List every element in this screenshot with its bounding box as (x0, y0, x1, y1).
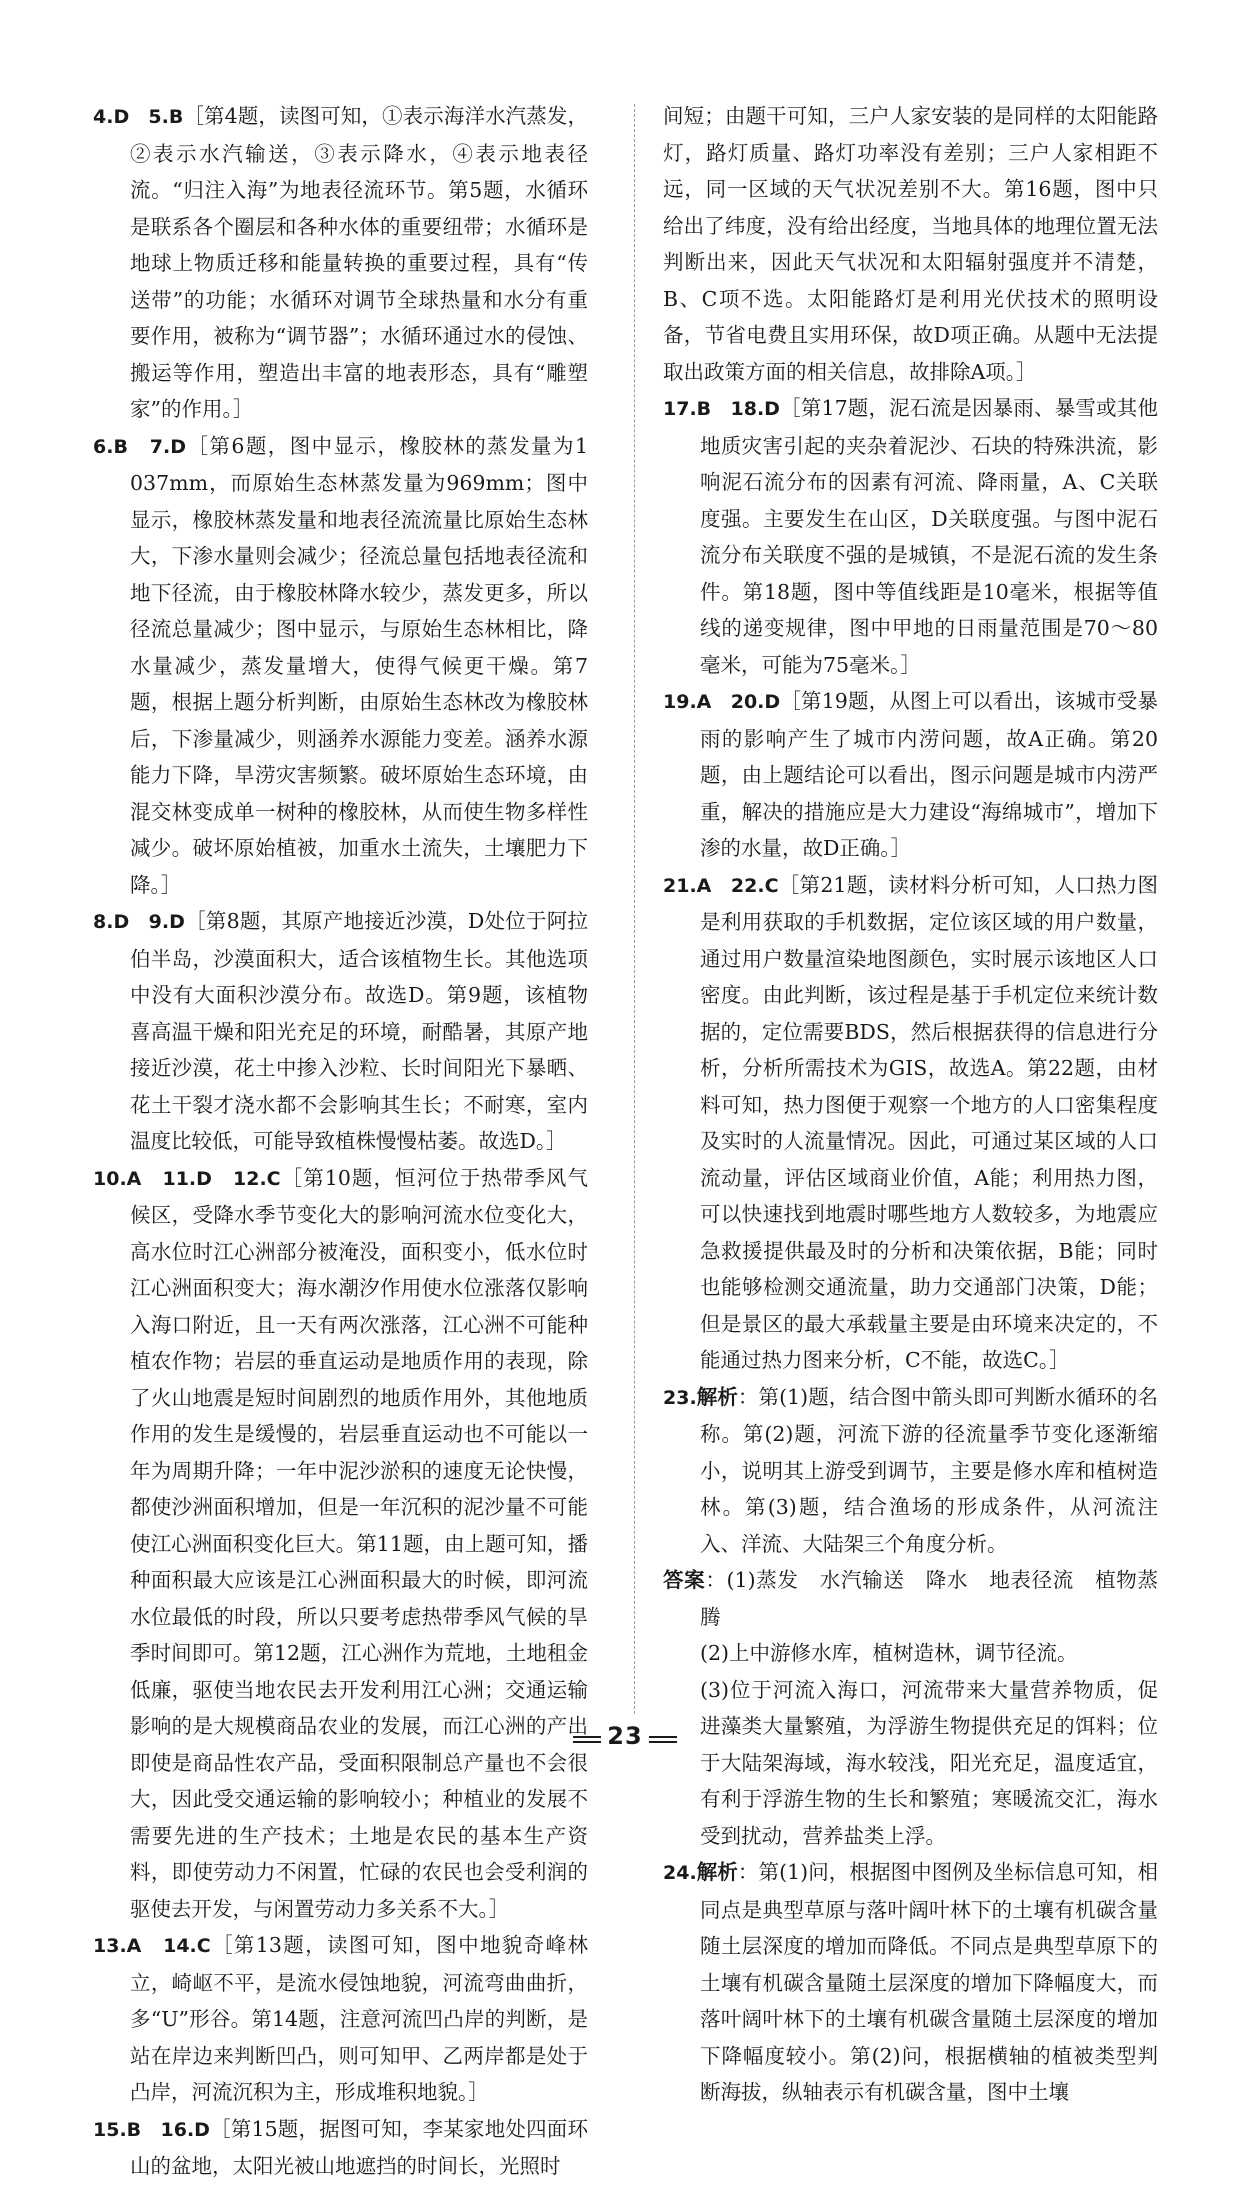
section-label: 解析 (696, 1860, 738, 1884)
explanation-text: ［第15题，据图可知，李某家地处四面环山的盆地，太阳光被山地遮挡的时间长，光照时 (130, 2116, 588, 2178)
answer-subitem: (2)上中游修水库，植树造林，调节径流。 (700, 1641, 1078, 1665)
column-divider (634, 104, 635, 1714)
section-label: 解析 (696, 1384, 738, 1409)
page-footer (0, 1722, 1250, 1750)
answer-item (663, 683, 1158, 867)
answer-item (663, 390, 1158, 683)
answer-item (93, 1160, 588, 1928)
answer-item (663, 867, 1158, 1379)
explanation-text: ：第(1)问，根据图中图例及坐标信息可知，相同点是典型草原与落叶阔叶林下的土壤有机碳含量随土层深度的增加而降低。不同点是典型草原下的土壤有机碳含量随土层深度的增加下降幅度大，而落叶阔叶林下的土壤有机碳含量随土层深度的增加下降幅度较小。第(2)问，根据横轴的植被类型判断海拔，纵轴表示有机碳含量，图中土壤 (700, 1860, 1158, 2104)
footer-rule-right (649, 1736, 677, 1743)
section-label: 答案 (663, 1568, 706, 1592)
explanation-text: ［第4题，读图可知，①表示海洋水汽蒸发，②表示水汽输送，③表示降水，④表示地表径流。“归注入海”为地表径流环节。第5题，水循环是联系各个圈层和各种水体的重要纽带；水循环是地球上物质迁移和能量转换的重要过程，具有“传送带”的功能；水循环对调节全球热量和水分有重要作用，被称为“调节器”；水循环通过水的侵蚀、搬运等作用，塑造出丰富的地表形态，具有“雕塑家”的作用。］ (130, 104, 588, 421)
question-numbers: 24. (663, 1862, 697, 1884)
left-column (93, 98, 588, 2185)
explanation-text: ［第21题，读材料分析可知，人口热力图是利用获取的手机数据，定位该区域的用户数量，通过用户数量渲染地图颜色，实时展示该地区人口密度。由此判断，该过程是基于手机定位来统计数据的，定位需要BDS，然后根据获得的信息进行分析，分析所需技术为GIS，故选A。第22题，由材料可知，热力图便于观察一个地方的人口密集程度及实时的人流量情况。因此，可通过某区域的人口流动量，评估区域商业价值，A能；利用热力图，可以快速找到地震时哪些地方人数较多，为地震应急救援提供最及时的分析和决策依据，B能；同时也能够检测交通流量，助力交通部门决策，D能；但是景区的最大承载量主要是由环境来决定的，不能通过热力图来分析，C不能，故选C。］ (700, 872, 1158, 1372)
question-numbers: 21.A 22.C (663, 874, 779, 897)
footer-rule-left (573, 1736, 601, 1743)
answer-subitem: (3)位于河流入海口，河流带来大量营养物质，促进藻类大量繁殖，为浮游生物提供充足的饵料；位于大陆架海域，海水较浅，阳光充足，温度适宜，有利于浮游生物的生长和繁殖；寒暖流交汇，海水受到扰动，营养盐类上浮。 (700, 1677, 1158, 1848)
explanation-text: ［第10题，恒河位于热带季风气候区，受降水季节变化大的影响河流水位变化大，高水位时江心洲部分被淹没，面积变小，低水位时江心洲面积变大；海水潮汐作用使水位涨落仅影响入海口附近，且一天有两次涨落，江心洲不可能种植农作物；岩层的垂直运动是地质作用的表现，除了火山地震是短时间剧烈的地质作用外，其他地质作用的发生是缓慢的，岩层垂直运动也不可能以一年为周期升降；一年中泥沙淤积的速度无论快慢，都使沙洲面积增加，但是一年沉积的泥沙量不可能使江心洲面积变化巨大。第11题，由上题可知，播种面积最大应该是江心洲面积最大的时候，即河流水位最低的时段，所以只要考虑热带季风气候的旱季时间即可。第12题，江心洲作为荒地，土地租金低廉，驱使当地农民去开发利用江心洲；交通运输影响的是大规模商品农业的发展，而江心洲的产出即使是商品性农产品，受面积限制总产量也不会很大，因此受交通运输的影响较小；种植业的发展不需要先进的生产技术；土地是农民的基本生产资料，即使劳动力不闲置，忙碌的农民也会受利润的驱使去开发，与闲置劳动力多关系不大。］ (130, 1165, 588, 1921)
page-number: 23 (607, 1722, 643, 1750)
question-numbers: 10.A 11.D 12.C (93, 1167, 281, 1190)
right-column (663, 98, 1158, 2111)
explanation-text: ［第19题，从图上可以看出，该城市受暴雨的影响产生了城市内涝问题，故A正确。第20题，由上题结论可以看出，图示问题是城市内涝严重，解决的措施应是大力建设“海绵城市”，增加下渗的水量，故D正确。］ (700, 689, 1158, 860)
answer-item (93, 903, 588, 1160)
answer-item (93, 1927, 588, 2111)
answer-item (663, 1854, 1158, 2111)
explanation-text: ：第(1)题，结合图中箭头即可判断水循环的名称。第(2)题，河流下游的径流量季节变化逐渐缩小，说明其上游受到调节，主要是修水库和植树造林。第(3)题，结合渔场的形成条件，从河流注入、洋流、大陆架三个角度分析。 (700, 1384, 1158, 1556)
question-numbers: 19.A 20.D (663, 691, 781, 713)
question-numbers: 4.D 5.B (93, 106, 184, 128)
explanation-text: ［第13题，读图可知，图中地貌奇峰林立，崎岖不平，是流水侵蚀地貌，河流弯曲曲折，多“U”形谷。第14题，注意河流凹凸岸的判断，是站在岸边来判断凹凸，则可知甲、乙两岸都是处于凸岸，河流沉积为主，形成堆积地貌。］ (130, 1933, 588, 2104)
explanation-text: ：(1)蒸发 水汽输送 降水 地表径流 植物蒸腾 (700, 1568, 1158, 1629)
question-numbers: 17.B 18.D (663, 398, 780, 420)
question-numbers: 6.B 7.D (93, 435, 187, 458)
question-numbers: 23. (663, 1386, 697, 1409)
explanation-text: ［第6题，图中显示，橡胶林的蒸发量为1 037mm，而原始生态林蒸发量为969mm；图中显示，橡胶林蒸发量和地表径流流量比原始生态林大，下渗水量则会减少；径流总量包括地表径流和地下径流，由于橡胶林降水较少，蒸发更多，所以径流总量减少；图中显示，与原始生态林相比，降水量减少，蒸发量增大，使得气候更干燥。第7题，根据上题分析判断，由原始生态林改为橡胶林后，下渗量减少，则涵养水源能力变差。涵养水源能力下降，旱涝灾害频繁。破坏原始生态环境，由混交林变成单一树种的橡胶林，从而使生物多样性减少。破坏原始植被，加重水土流失，土壤肥力下降。］ (130, 433, 588, 897)
explanation-text: ［第8题，其原产地接近沙漠，D处位于阿拉伯半岛，沙漠面积大，适合该植物生长。其他选项中没有大面积沙漠分布。故选D。第9题，该植物喜高温干燥和阳光充足的环境，耐酷暑，其原产地接近沙漠，花土中掺入沙粒、长时间阳光下暴晒、花土干裂才浇水都不会影响其生长；不耐寒，室内温度比较低，可能导致植株慢慢枯萎。故选D。］ (130, 909, 588, 1153)
question-numbers: 15.B 16.D (93, 2118, 210, 2141)
answer-item (93, 2111, 588, 2185)
explanation-text: 间短；由题干可知，三户人家安装的是同样的太阳能路灯，路灯质量、路灯功率没有差别；三户人家相距不远，同一区域的天气状况差别不大。第16题，图中只给出了纬度，没有给出经度，当地具体的地理位置无法判断出来，因此天气状况和太阳辐射强度并不清楚，B、C项不选。太阳能路灯是利用光伏技术的照明设备，节省电费且实用环保，故D项正确。从题中无法提取出政策方面的相关信息，故排除A项。］ (663, 104, 1158, 384)
answer-item (93, 98, 588, 428)
question-numbers: 8.D 9.D (93, 911, 185, 933)
explanation-text: ［第17题，泥石流是因暴雨、暴雪或其他地质灾害引起的夹杂着泥沙、石块的特殊洪流，影响泥石流分布的因素有河流、降雨量，A、C关联度强。主要发生在山区，D关联度强。与图中泥石流分布关联度不强的是城镇，不是泥石流的发生条件。第18题，图中等值线距是10毫米，根据等值线的递变规律，图中甲地的日雨量范围是70～80毫米，可能为75毫米。］ (700, 396, 1158, 677)
answer-item (93, 428, 588, 904)
answer-item (663, 1562, 1158, 1635)
answer-item (663, 98, 1158, 390)
question-numbers: 13.A 14.C (93, 1935, 211, 1957)
answer-item (663, 1379, 1158, 1563)
